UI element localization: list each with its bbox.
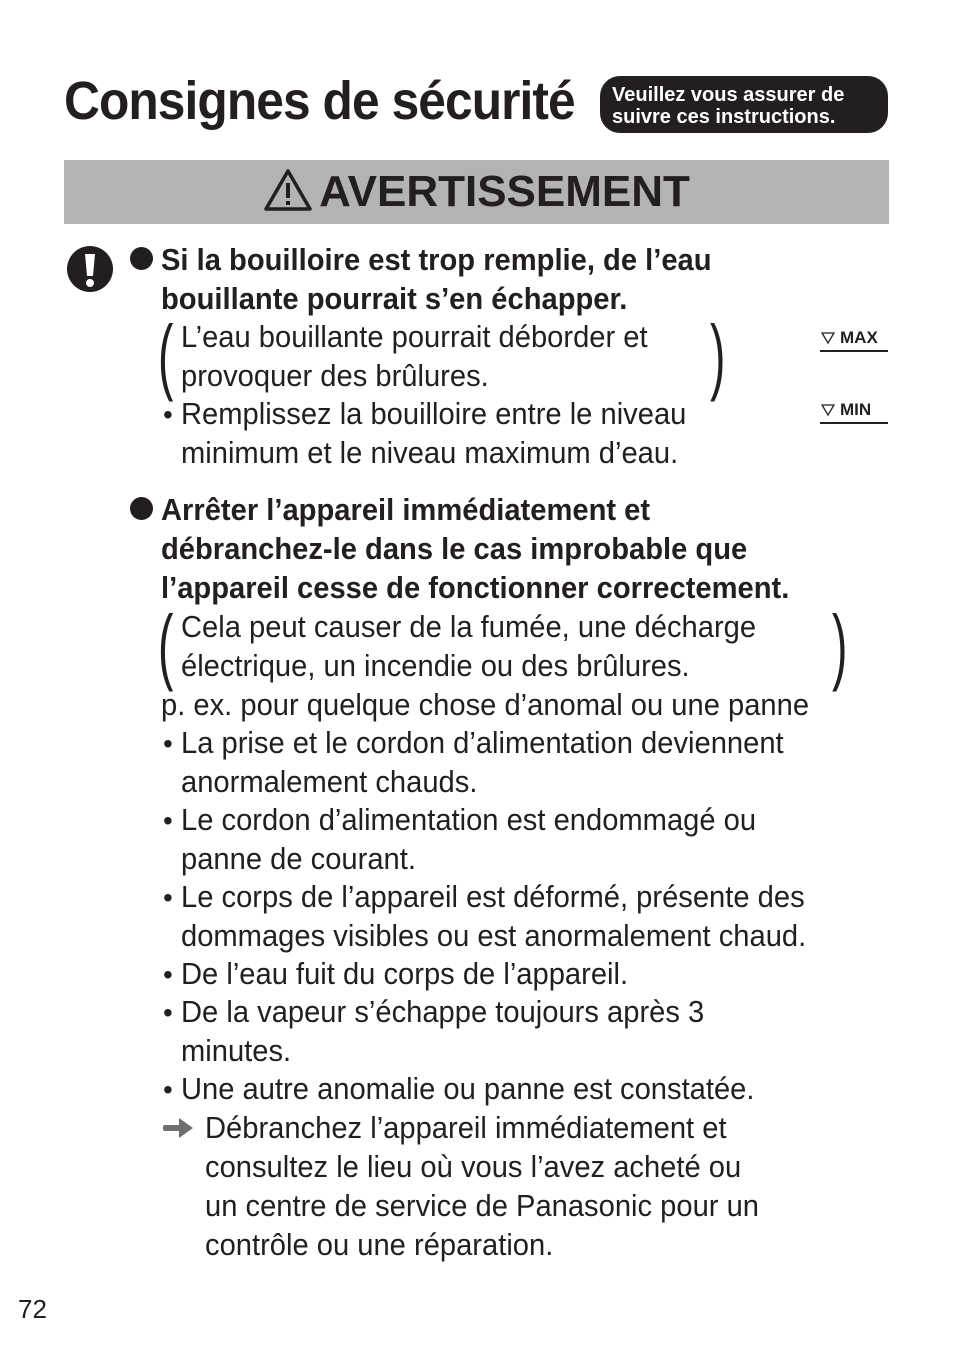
section1-heading-line: bouillante pourrait s’en échapper. bbox=[161, 281, 628, 316]
level-triangle-icon bbox=[820, 402, 836, 418]
list-bullet: • bbox=[163, 728, 173, 759]
exclamation-circle-icon bbox=[66, 245, 114, 293]
page-number: 72 bbox=[18, 1294, 47, 1324]
section1-heading-line: Si la bouilloire est trop remplie, de l’eau bbox=[161, 242, 712, 277]
section2-reason-line: électrique, un incendie ou des brûlures. bbox=[181, 648, 690, 683]
list-bullet: • bbox=[163, 882, 173, 913]
list-item-line: anormalement chauds. bbox=[181, 764, 478, 799]
close-parenthesis: ) bbox=[832, 598, 848, 692]
level-triangle-icon bbox=[820, 330, 836, 346]
list-item-line: minutes. bbox=[181, 1033, 292, 1068]
max-label: MAX bbox=[840, 328, 878, 347]
list-bullet: • bbox=[163, 1074, 173, 1105]
open-parenthesis: ( bbox=[158, 598, 174, 692]
action-line: consultez le lieu où vous l’avez acheté ou bbox=[205, 1149, 742, 1184]
warning-triangle-icon bbox=[263, 168, 313, 212]
list-item-line: Le cordon d’alimentation est endommagé ou bbox=[181, 802, 757, 837]
section1-instruction-line: minimum et le niveau maximum d’eau. bbox=[181, 435, 679, 470]
section2-heading-line: Arrêter l’appareil immédiatement et bbox=[161, 492, 651, 527]
list-item-line: La prise et le cordon d’alimentation deviennent bbox=[181, 725, 784, 760]
section2-heading-line: l’appareil cesse de fonctionner correctement. bbox=[161, 570, 790, 605]
list-item-line: panne de courant. bbox=[181, 841, 416, 876]
action-line: Débranchez l’appareil immédiatement et bbox=[205, 1110, 727, 1145]
instruction-note-badge bbox=[600, 76, 888, 133]
close-parenthesis: ) bbox=[710, 308, 726, 402]
section1-instruction-line: Remplissez la bouilloire entre le niveau bbox=[181, 396, 687, 431]
note-line: suivre ces instructions. bbox=[612, 106, 836, 128]
list-item-line: dommages visibles ou est anormalement chaud. bbox=[181, 918, 807, 953]
example-intro: p. ex. pour quelque chose d’anomal ou une panne bbox=[161, 687, 810, 722]
list-bullet: • bbox=[163, 399, 173, 430]
list-item-line: De la vapeur s’échappe toujours après 3 bbox=[181, 994, 705, 1029]
list-bullet: • bbox=[163, 997, 173, 1028]
section2-reason-line: Cela peut causer de la fumée, une décharge bbox=[181, 609, 757, 644]
open-parenthesis: ( bbox=[158, 308, 174, 402]
arrow-right-icon bbox=[162, 1117, 194, 1139]
warning-label: AVERTISSEMENT bbox=[319, 167, 690, 216]
note-line: Veuillez vous assurer de bbox=[612, 84, 845, 106]
action-line: un centre de service de Panasonic pour un bbox=[205, 1188, 760, 1223]
list-item-line: Une autre anomalie ou panne est constatée. bbox=[181, 1071, 755, 1106]
warning-band bbox=[64, 160, 889, 224]
bullet-dot bbox=[130, 497, 153, 520]
section1-reason-line: provoquer des brûlures. bbox=[181, 358, 489, 393]
list-bullet: • bbox=[163, 805, 173, 836]
section2-heading-line: débranchez-le dans le cas improbable que bbox=[161, 531, 748, 566]
list-item-line: Le corps de l’appareil est déformé, présente des bbox=[181, 879, 805, 914]
bullet-dot bbox=[130, 247, 153, 270]
section1-reason-line: L’eau bouillante pourrait déborder et bbox=[181, 319, 648, 354]
min-label: MIN bbox=[840, 400, 872, 419]
list-bullet: • bbox=[163, 959, 173, 990]
list-item-line: De l’eau fuit du corps de l’appareil. bbox=[181, 956, 629, 991]
page-title: Consignes de sécurité bbox=[64, 71, 575, 131]
action-line: contrôle ou une réparation. bbox=[205, 1227, 554, 1262]
